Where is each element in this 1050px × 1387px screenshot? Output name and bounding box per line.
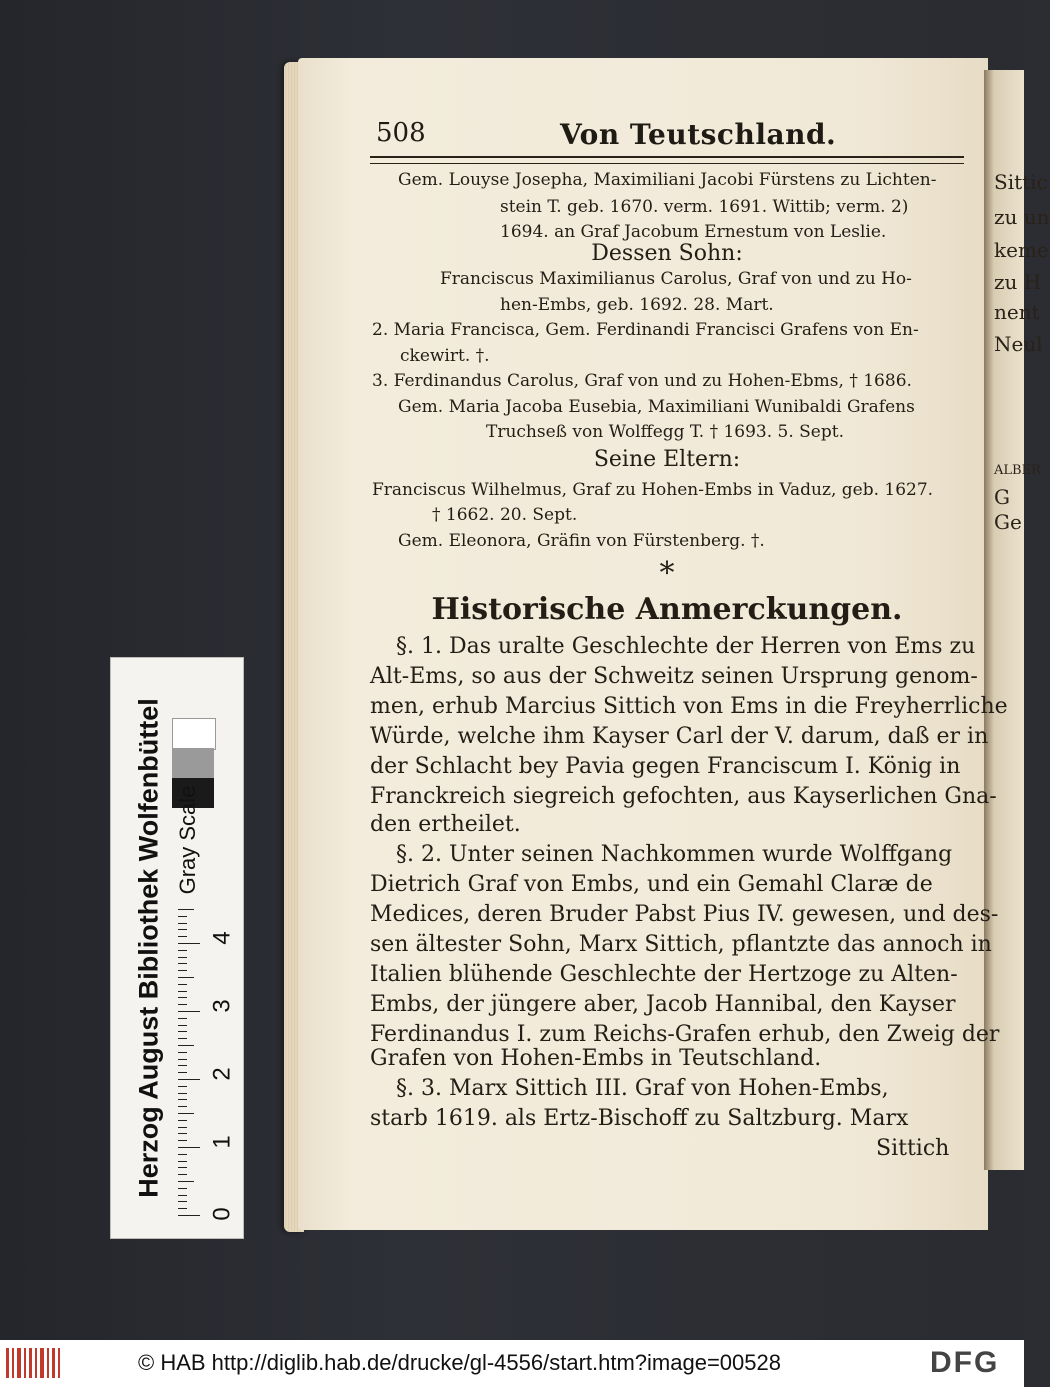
text-line: 3. Ferdinandus Carolus, Graf von und zu Hohen-Ebms, † 1686. — [372, 371, 912, 391]
text-line: Italien blühende Geschlechte der Hertzoge zu Alten- — [370, 962, 958, 987]
ruler-tick — [178, 950, 187, 951]
text-line: Gem. Maria Jacoba Eusebia, Maximiliani Wunibaldi Grafens — [398, 397, 915, 417]
text-line: Truchseß von Wolffegg T. † 1693. 5. Sept. — [486, 422, 844, 442]
ruler-tick — [178, 1004, 187, 1005]
ruler-tick — [178, 943, 200, 944]
dfg-logo: DFG — [930, 1346, 1000, 1379]
ornament-asterisk: * — [659, 556, 675, 591]
library-name: Herzog August Bibliothek Wolfenbüttel — [133, 698, 164, 1198]
text-line: 2. Maria Francisca, Gem. Ferdinandi Francisci Grafens von En- — [372, 320, 919, 340]
facing-page-fragment: zu H — [994, 270, 1042, 294]
gray-swatch-mid — [172, 748, 214, 778]
page-header — [370, 118, 964, 158]
scale-number: 0 — [208, 1207, 236, 1221]
ruler-tick — [178, 1147, 200, 1148]
text-line: stein T. geb. 1670. verm. 1691. Wittib; verm. 2) — [500, 197, 909, 217]
text-line: Franciscus Wilhelmus, Graf zu Hohen-Embs in Vaduz, geb. 1627. — [372, 480, 934, 500]
ruler-tick — [178, 1208, 187, 1209]
facing-page-fragment: G — [994, 485, 1010, 509]
text-line: Medices, deren Bruder Pabst Pius IV. gewesen, und des- — [370, 902, 999, 927]
text-line: Franciscus Maximilianus Carolus, Graf von und zu Ho- — [440, 269, 912, 289]
ruler-tick — [178, 970, 187, 971]
ruler-tick — [178, 909, 194, 910]
ruler-tick — [178, 1127, 187, 1128]
page-number: 508 — [376, 118, 426, 148]
ruler-tick — [178, 1120, 187, 1121]
ruler-tick — [178, 1188, 187, 1189]
facing-page-fragment: nent — [994, 300, 1040, 324]
ruler-tick — [178, 1167, 187, 1168]
barcode-icon — [6, 1348, 66, 1378]
facing-page-fragment: ALBER — [994, 463, 1041, 478]
section-heading: Historische Anmerckungen. — [431, 592, 903, 627]
ruler-tick — [178, 1140, 187, 1141]
facing-page-fragment: Ge — [994, 510, 1022, 534]
text-line: starb 1619. als Ertz-Bischoff zu Saltzburg. Marx — [370, 1106, 909, 1131]
gray-swatch-white — [172, 718, 216, 750]
ruler-tick — [178, 929, 187, 930]
ruler-tick — [178, 1086, 187, 1087]
ruler-tick — [178, 997, 187, 998]
facing-page-fragment: zu un — [994, 205, 1050, 229]
ruler-tick — [178, 916, 187, 917]
ruler-tick — [178, 1113, 194, 1114]
text-line: §. 3. Marx Sittich III. Graf von Hohen-Embs, — [396, 1076, 889, 1101]
ruler-tick — [178, 1154, 187, 1155]
text-line: men, erhub Marcius Sittich von Ems in die Freyherrliche — [370, 694, 1008, 719]
ruler-tick — [178, 984, 187, 985]
text-line: Ferdinandus I. zum Reichs-Grafen erhub, den Zweig der — [370, 1022, 1000, 1047]
ruler-tick — [178, 991, 187, 992]
ruler-tick — [178, 1025, 187, 1026]
ruler-tick — [178, 1195, 187, 1196]
ruler-tick — [178, 1201, 187, 1202]
scale-number: 3 — [208, 999, 236, 1013]
scale-number: 1 — [208, 1135, 236, 1149]
ruler-tick — [178, 1045, 194, 1046]
ruler-tick — [178, 1079, 200, 1080]
facing-page-fragment: Sittic — [994, 170, 1048, 194]
text-line: Grafen von Hohen-Embs in Teutschland. — [370, 1046, 822, 1071]
ruler-title-area — [119, 658, 179, 1238]
facing-page-fragment: Neul — [994, 332, 1043, 356]
ruler-tick — [178, 1059, 187, 1060]
ruler-tick — [178, 1093, 187, 1094]
running-title: Von Teutschland. — [560, 118, 837, 151]
facing-page-fragment: keme — [994, 238, 1049, 262]
text-line: Franckreich siegreich gefochten, aus Kayserlichen Gna- — [370, 784, 997, 809]
text-line: hen-Embs, geb. 1692. 28. Mart. — [500, 295, 774, 315]
text-line: 1694. an Graf Jacobum Ernestum von Leslie. — [500, 222, 887, 242]
ruler-tick — [178, 923, 187, 924]
ruler-tick — [178, 1031, 187, 1032]
gray-scale-label: Gray Scale — [175, 785, 200, 895]
ruler-tick — [178, 1181, 194, 1182]
ruler-tick — [178, 1052, 187, 1053]
catchword: Sittich — [876, 1136, 950, 1161]
section-subheading: Seine Eltern: — [593, 447, 741, 472]
scale-number: 4 — [208, 931, 236, 945]
text-line: Dietrich Graf von Embs, und ein Gemahl Claræ de — [370, 872, 933, 897]
text-line: sen ältester Sohn, Marx Sittich, pflantzte das annoch in — [370, 932, 992, 957]
ruler-tick — [178, 1174, 187, 1175]
text-line: Embs, der jüngere aber, Jacob Hannibal, den Kayser — [370, 992, 956, 1017]
text-line: Würde, welche ihm Kayser Carl der V. darum, daß er in — [370, 724, 989, 749]
scale-number: 2 — [208, 1067, 236, 1081]
ruler-tick — [178, 977, 194, 978]
text-line: §. 1. Das uralte Geschlechte der Herren von Ems zu — [396, 634, 976, 659]
ruler-tick — [178, 963, 187, 964]
ruler-tick — [178, 1099, 187, 1100]
ruler-tick — [178, 936, 187, 937]
ruler-tick — [178, 1215, 200, 1216]
text-line: † 1662. 20. Sept. — [432, 505, 578, 525]
text-line: §. 2. Unter seinen Nachkommen wurde Wolffgang — [396, 842, 953, 867]
copyright-url[interactable]: © HAB http://diglib.hab.de/drucke/gl-4556/start.htm?image=00528 — [138, 1350, 781, 1375]
ruler-tick — [178, 1065, 187, 1066]
ruler-tick — [178, 1161, 187, 1162]
ruler-tick — [178, 1133, 187, 1134]
ruler-tick — [178, 1072, 187, 1073]
text-line: den ertheilet. — [370, 812, 521, 837]
section-subheading: Dessen Sohn: — [591, 241, 743, 266]
ruler-tick — [178, 1018, 187, 1019]
ruler-tick — [178, 957, 187, 958]
header-rule — [370, 156, 964, 164]
text-line: ckewirt. †. — [400, 346, 490, 366]
ruler-tick — [178, 1106, 187, 1107]
ruler-tick — [178, 1038, 187, 1039]
text-line: Gem. Eleonora, Gräfin von Fürstenberg. †. — [398, 531, 765, 551]
facing-page-edge — [984, 70, 1050, 1170]
text-line: der Schlacht bey Pavia gegen Franciscum I. König in — [370, 754, 961, 779]
footer-bar — [0, 1340, 1024, 1387]
text-line: Gem. Louyse Josepha, Maximiliani Jacobi Fürstens zu Lichten- — [398, 170, 937, 190]
ruler-tick — [178, 1011, 200, 1012]
text-line: Alt-Ems, so aus der Schweitz seinen Ursprung genom- — [370, 664, 978, 689]
